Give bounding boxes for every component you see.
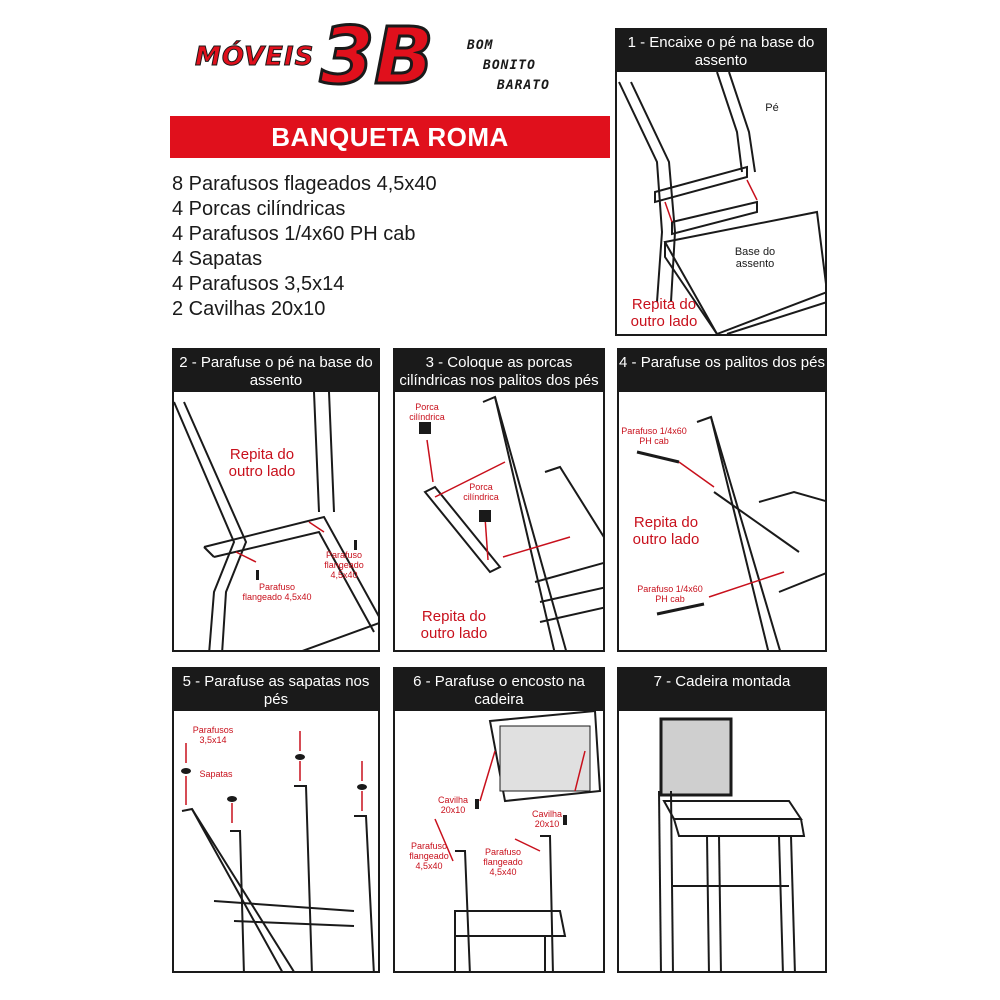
step-4-panel bbox=[617, 348, 827, 652]
parts-item: 4 Porcas cilíndricas bbox=[172, 198, 346, 220]
step-7-panel bbox=[617, 667, 827, 973]
step-2-note: Repita do outro lado bbox=[228, 446, 296, 480]
step-3-nut-b: Porca cilíndrica bbox=[463, 482, 499, 502]
step-1-label-pe: Pé bbox=[765, 102, 779, 114]
brand-slogan-1: BOM bbox=[467, 38, 494, 53]
step-6-screw-b: Parafuso flangeado 4,5x40 bbox=[483, 847, 523, 877]
step-2-screw-b: Parafuso flangeado 4,5x40 bbox=[324, 550, 364, 580]
step-4-note: Repita do outro lado bbox=[632, 514, 700, 548]
step-1-panel bbox=[615, 28, 827, 336]
step-3-note: Repita do outro lado bbox=[420, 608, 488, 642]
step-2-panel bbox=[172, 348, 380, 652]
step-1-title: 1 - Encaixe o pé na base do assento bbox=[617, 30, 825, 72]
brand-logo bbox=[185, 12, 585, 112]
step-7-title: 7 - Cadeira montada bbox=[619, 669, 825, 711]
parts-list bbox=[172, 172, 602, 322]
parts-item: 2 Cavilhas 20x10 bbox=[172, 298, 326, 320]
step-3-panel bbox=[393, 348, 605, 652]
parts-item: 4 Parafusos 1/4x60 PH cab bbox=[172, 223, 416, 245]
step-6-dowel-b: Cavilha 20x10 bbox=[531, 809, 562, 829]
step-1-note: Repita do outro lado bbox=[630, 296, 698, 330]
step-4-title: 4 - Parafuse os palitos dos pés bbox=[619, 350, 825, 392]
page-title: BANQUETA ROMA bbox=[271, 122, 509, 152]
step-6-panel bbox=[393, 667, 605, 973]
brand-slogan-2: BONITO bbox=[483, 58, 536, 73]
step-5-title: 5 - Parafuse as sapatas nos pés bbox=[174, 669, 378, 711]
step-2-title: 2 - Parafuse o pé na base do assento bbox=[174, 350, 378, 392]
step-2-screw-a: Parafuso flangeado 4,5x40 bbox=[242, 582, 312, 602]
step-5-feet-label: Sapatas bbox=[199, 769, 233, 779]
step-5-illustration bbox=[174, 711, 380, 973]
brand-slogan-3: BARATO bbox=[497, 78, 550, 93]
step-5-screw-label: Parafusos 3,5x14 bbox=[192, 725, 234, 745]
step-4-screw-a: Parafuso 1/4x60 PH cab bbox=[621, 426, 687, 446]
step-4-screw-b: Parafuso 1/4x60 PH cab bbox=[637, 584, 703, 604]
parts-item: 8 Parafusos flageados 4,5x40 bbox=[172, 173, 437, 195]
brand-name: MÓVEIS bbox=[195, 42, 315, 72]
step-7-illustration bbox=[619, 711, 827, 973]
step-1-label-base: Base do assento bbox=[734, 246, 776, 270]
step-6-title: 6 - Parafuse o encosto na cadeira bbox=[395, 669, 603, 711]
step-2-illustration bbox=[174, 392, 380, 652]
step-6-dowel-a: Cavilha 20x10 bbox=[437, 795, 468, 815]
title-band bbox=[170, 116, 610, 158]
parts-item: 4 Sapatas bbox=[172, 248, 263, 270]
step-6-screw-a: Parafuso flangeado 4,5x40 bbox=[409, 841, 449, 871]
step-3-title: 3 - Coloque as porcas cilíndricas nos palitos dos pés bbox=[395, 350, 603, 392]
parts-item: 4 Parafusos 3,5x14 bbox=[172, 273, 345, 295]
brand-3b-logo: 3B bbox=[320, 12, 434, 102]
step-3-nut-a: Porca cilíndrica bbox=[409, 402, 445, 422]
step-5-panel bbox=[172, 667, 380, 973]
